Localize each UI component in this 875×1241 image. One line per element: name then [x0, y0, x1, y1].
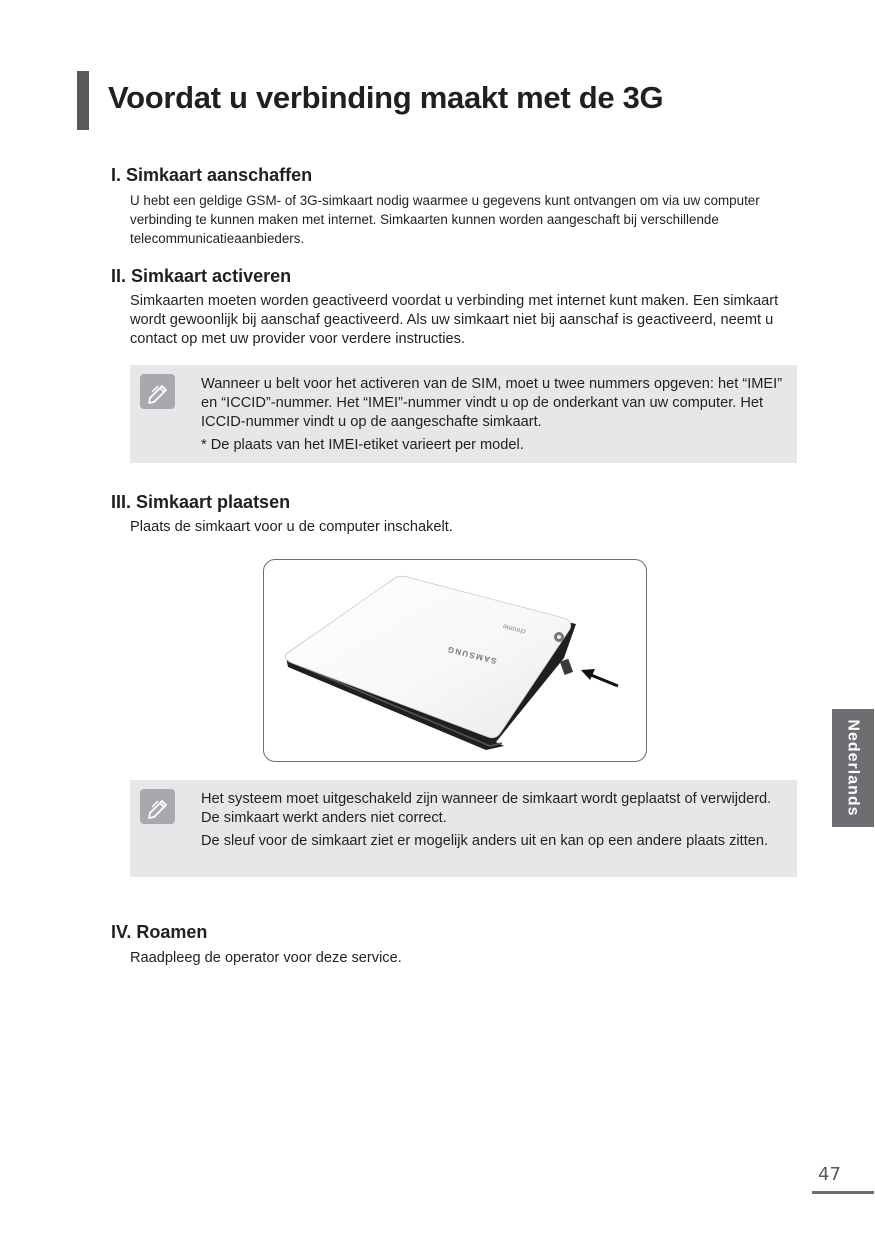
- sim-slot: [560, 659, 573, 675]
- note-box-imei: [130, 365, 797, 463]
- note-box-sim-insert: [130, 780, 797, 877]
- laptop-lid: [285, 576, 571, 738]
- language-side-tab: [832, 709, 874, 827]
- language-side-tab-label: Nederlands: [845, 719, 863, 817]
- section-heading-simkaart-plaatsen: III. Simkaart plaatsen: [111, 492, 291, 512]
- title-accent-bar: [77, 71, 89, 130]
- laptop-sim-slot-figure: [263, 559, 647, 762]
- note-imei-footnote: * De plaats van het IMEI-etiket varieert per model.: [201, 437, 524, 453]
- section-heading-simkaart-aanschaffen: I. Simkaart aanschaffen: [111, 165, 313, 185]
- page-number-underline: [812, 1191, 874, 1194]
- note-sim-slot-text: De sleuf voor de simkaart ziet er mogelijk anders uit en kan op een andere plaats zitten.: [201, 833, 769, 849]
- brand-logo: SAMSUNG: [445, 644, 498, 666]
- section-heading-roamen: IV. Roamen: [111, 922, 208, 942]
- arrow-pointer-icon: [581, 669, 618, 686]
- page-number: 47: [818, 1164, 841, 1185]
- svg-text:chrome: chrome: [502, 622, 527, 635]
- note-imei-text: Wanneer u belt voor het activeren van de SIM, moet u twee nummers opgeven: het “IMEI” en “ICCID”-nummer. Het “IMEI”-nummer vindt u op de onderkant van uw computer. Het ICCID-nummer vindt u op de aangeschafte simkaart.: [201, 376, 783, 430]
- section-body-simkaart-activeren: Simkaarten moeten worden geactiveerd voordat u verbinding met internet kunt maken. Een simkaart wordt gewoonlijk bij aanschaf geactiveerd. Als uw simkaart niet bij aanschaf is geactiveerd, neemt u contact op met uw provider voor verdere instructies.: [130, 293, 779, 347]
- section-body-roamen: Raadpleeg de operator voor deze service.: [130, 950, 402, 966]
- page-title: Voordat u verbinding maakt met de 3G: [108, 80, 664, 115]
- section-body-simkaart-aanschaffen: U hebt een geldige GSM- of 3G-simkaart nodig waarmee u gegevens kunt ontvangen om via uw computer verbinding te kunnen maken met internet. Simkaarten kunnen worden aangeschaft bij verschillende telecommunicatieaanbieders.: [130, 193, 760, 246]
- section-body-simkaart-plaatsen: Plaats de simkaart voor u de computer inschakelt.: [130, 519, 453, 535]
- pencil-note-icon: [140, 789, 175, 824]
- section-heading-simkaart-activeren: II. Simkaart activeren: [111, 266, 292, 286]
- pencil-note-icon: [140, 374, 175, 409]
- note-sim-insert-text: Het systeem moet uitgeschakeld zijn wanneer de simkaart wordt geplaatst of verwijderd. De simkaart werkt anders niet correct.: [201, 791, 772, 826]
